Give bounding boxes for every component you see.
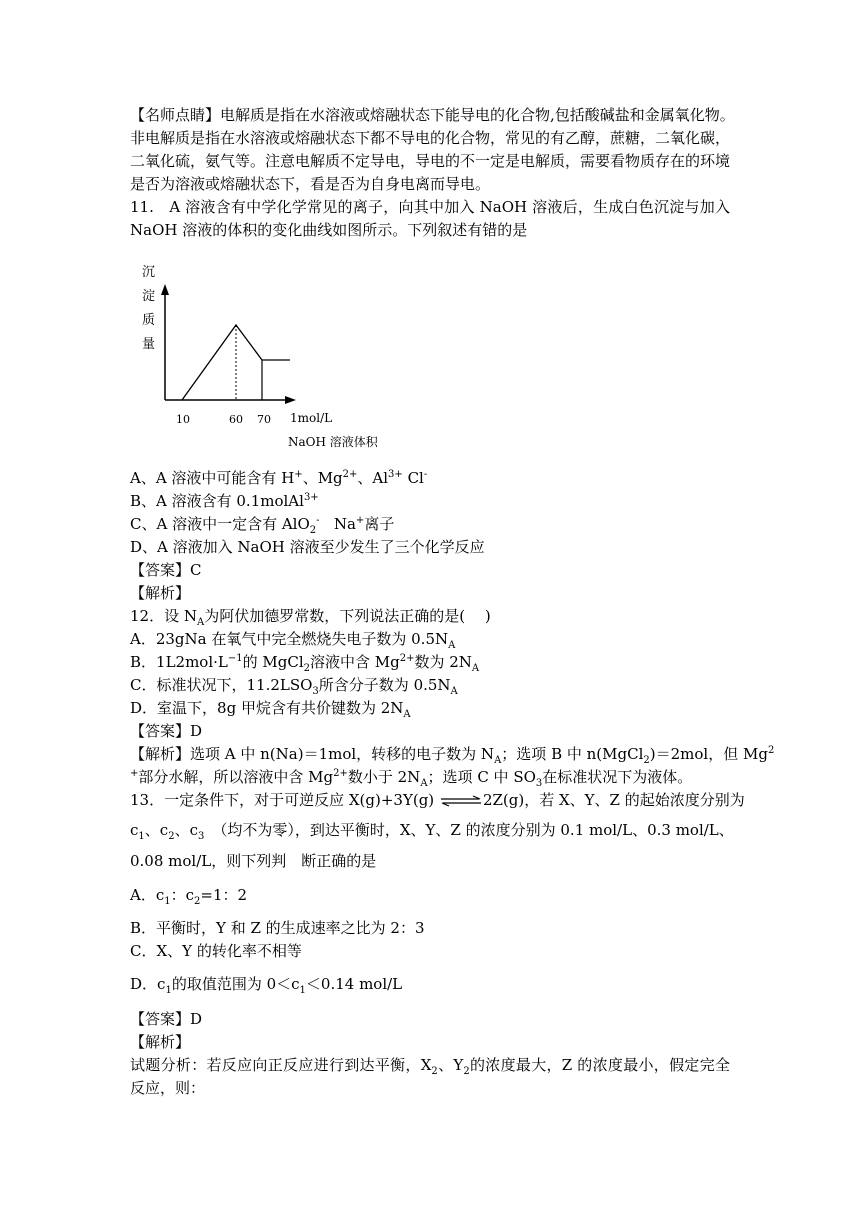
q13-option-c: C．X、Y 的转化率不相等	[130, 942, 302, 960]
q11-analysis-label: 【解析】	[130, 584, 191, 602]
x-tick-label: 70	[257, 413, 271, 426]
graph-canvas	[130, 255, 460, 415]
q11-stem-line-1: 11. A 溶液含有中学化学常见的离子，向其中加入 NaOH 溶液后，生成白色沉淀与加入	[130, 198, 730, 216]
y-axis-label-char: 质	[142, 313, 156, 328]
x-axis-label: NaOH 溶液体积	[288, 435, 378, 449]
equilibrium-arrow-icon	[439, 795, 483, 807]
q11-answer: 【答案】C	[130, 561, 202, 579]
q11-precipitate-graph	[130, 255, 460, 460]
q13-analysis-line-2: 反应，则：	[130, 1079, 206, 1097]
q13-stem-line-1: 13．一定条件下，对于可逆反应 X(g)+3Y(g) 2Z(g)，若 X、Y、Z 的起始浓度分别为	[130, 791, 745, 809]
q13-option-b: B．平衡时，Y 和 Z 的生成速率之比为 2：3	[130, 919, 425, 937]
q11-option-c: C、A 溶液中一定含有 AlO$_2$- Na+离子	[130, 515, 395, 536]
x-axis-arrow	[285, 396, 296, 404]
tip-line-3: 二氧化硫，氨气等。注意电解质不定导电，导电的不一定是电解质，需要看物质存在的环境	[130, 152, 731, 170]
q13-stem-line-3: 0.08 mol/L，则下列判 断正确的是	[130, 852, 377, 870]
q13-stem-line-2: $c_1$、$c_2$、$c_3$ （均不为零），到达平衡时，X、Y、Z 的浓度分别为 0.1 mol/L、0.3 mol/L、	[130, 821, 734, 842]
q11-option-d: D、A 溶液加入 NaOH 溶液至少发生了三个化学反应	[130, 538, 485, 556]
q12-stem: 12．设 $N_A$为阿伏加德罗常数，下列说法正确的是( )	[130, 607, 491, 628]
q12-explanation-line-2: +部分水解，所以溶液中含 $Mg^{2+}$数小于 $2N_A$；选项 C 中 $SO_3$在标准状况下为液体。	[130, 768, 693, 789]
x-axis-unit: 1mol/L	[290, 411, 333, 425]
q12-explanation-line-1: 【解析】选项 A 中 n(Na)＝1mol，转移的电子数为 $N_A$；选项 B 中 n(MgCl$_2$)＝2mol，但 Mg$^2$	[130, 745, 775, 766]
q11-option-b: B、A 溶液含有 0.1molAl$^{3+}$	[130, 492, 319, 510]
q12-option-a: A．23gNa 在氧气中完全燃烧失电子数为 $0.5N_A$	[130, 630, 456, 651]
tip-line-1: 【名师点睛】电解质是指在水溶液或熔融状态下能导电的化合物,包括酸碱盐和金属氧化物。	[130, 106, 735, 124]
tip-line-2: 非电解质是指在水溶液或熔融状态下都不导电的化合物，常见的有乙醇，蔗糖，二氧化碳，	[130, 129, 731, 147]
tip-line-4: 是否为溶液或熔融状态下，看是否为自身电离而导电。	[130, 175, 491, 193]
q13-option-d: D．$c_1$的取值范围为 $0<c_1<0.14$ mol/L	[130, 975, 403, 996]
q13-answer: 【答案】D	[130, 1010, 203, 1028]
q11-option-a: A、A 溶液中可能含有 H+、$Mg^{2+}$、$Al^{3+}$ Cl-	[130, 469, 428, 487]
y-axis-arrow	[161, 284, 169, 295]
q12-option-b: B．$1L2mol\cdot L^{-1}$的 MgCl$_2$溶液中含 $Mg^{2+}$数为 $2N_A$	[130, 653, 480, 674]
y-axis-label-char: 淀	[142, 289, 156, 304]
x-tick-label: 10	[176, 413, 190, 426]
q13-analysis-line-1: 试题分析：若反应向正反应进行到达平衡，$X_2$、$Y_2$的浓度最大，Z 的浓度最小，假定完全	[130, 1056, 731, 1077]
q13-option-a: A．$c_1$：$c_2=1$：2	[130, 886, 248, 907]
q12-answer: 【答案】D	[130, 722, 203, 740]
x-tick-label: 60	[229, 413, 243, 426]
q12-option-c: C．标准状况下，$11.2LSO_3$所含分子数为 $0.5N_A$	[130, 676, 458, 697]
q12-option-d: D．室温下，8g 甲烷含有共价键数为 $2N_A$	[130, 699, 411, 720]
y-axis-label-char: 量	[142, 337, 156, 352]
q13-analysis-label: 【解析】	[130, 1033, 191, 1051]
y-axis-label-char: 沉	[142, 265, 156, 280]
q11-stem-line-2: NaOH 溶液的体积的变化曲线如图所示。下列叙述有错的是	[130, 221, 528, 239]
